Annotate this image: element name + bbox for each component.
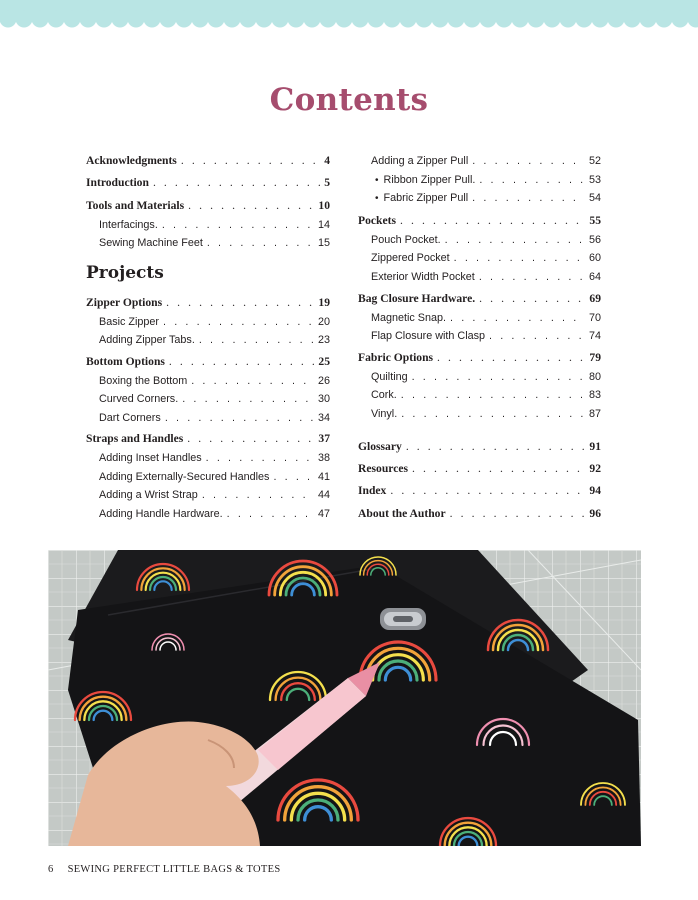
- toc-entry-basic-zipper[interactable]: Basic Zipper . . . 20: [99, 313, 330, 331]
- toc-entry-adding-zipper-tabs[interactable]: Adding Zipper Tabs. . . . 23: [99, 331, 330, 349]
- toc-entry-tools-and-materials[interactable]: Tools and Materials . . . 10: [86, 197, 330, 215]
- toc-entry-adding-handle-hardware[interactable]: Adding Handle Hardware. . . . 47: [99, 505, 330, 523]
- toc-entry-about-the-author[interactable]: About the Author . . . 96: [358, 505, 601, 523]
- bullet-icon: •: [375, 193, 379, 204]
- toc-entry-pockets[interactable]: Pockets . . . 55: [358, 212, 601, 230]
- toc-entry-bottom-options[interactable]: Bottom Options . . . 25: [86, 353, 330, 371]
- toc-entry-interfacings[interactable]: Interfacings. . . . 14: [99, 216, 330, 234]
- footer-book-title: SEWING PERFECT LITTLE BAGS & TOTES: [67, 864, 281, 875]
- toc-entry-curved-corners[interactable]: Curved Corners. . . . 30: [99, 390, 330, 408]
- scalloped-top-band: [0, 0, 698, 30]
- toc-entry-dart-corners[interactable]: Dart Corners . . . 34: [99, 409, 330, 427]
- toc-entry-adding-a-wrist-strap[interactable]: Adding a Wrist Strap . . . 44: [99, 486, 330, 504]
- toc-entry-exterior-width-pocket[interactable]: Exterior Width Pocket . . . 64: [371, 268, 601, 286]
- toc-entry-cork[interactable]: Cork. . . . 83: [371, 386, 601, 404]
- page-title: Contents: [269, 82, 429, 118]
- toc-entry-ribbon-zipper-pull[interactable]: • Ribbon Zipper Pull. . . . 53: [375, 171, 601, 189]
- toc-entry-zipper-options[interactable]: Zipper Options . . . 19: [86, 294, 330, 312]
- page-footer: [48, 864, 280, 875]
- toc-entry-adding-inset-handles[interactable]: Adding Inset Handles . . . 38: [99, 449, 330, 467]
- toc-entry-glossary[interactable]: Glossary . . . 91: [358, 438, 601, 456]
- toc-entry-magnetic-snap[interactable]: Magnetic Snap. . . . 70: [371, 309, 601, 327]
- toc-entry-straps-and-handles[interactable]: Straps and Handles . . . 37: [86, 430, 330, 448]
- toc-entry-boxing-the-bottom[interactable]: Boxing the Bottom . . . 26: [99, 372, 330, 390]
- toc-entry-adding-externally-secured-handles[interactable]: Adding Externally-Secured Handles . . . 41: [99, 468, 330, 486]
- toc-entry-fabric-zipper-pull[interactable]: • Fabric Zipper Pull . . . 54: [375, 189, 601, 207]
- toc-entry-fabric-options[interactable]: Fabric Options . . . 79: [358, 349, 601, 367]
- toc-entry-vinyl[interactable]: Vinyl. . . . 87: [371, 405, 601, 423]
- toc-entry-flap-closure-with-clasp[interactable]: Flap Closure with Clasp . . . 74: [371, 327, 601, 345]
- toc-entry-index[interactable]: Index . . . 94: [358, 482, 601, 500]
- bullet-icon: •: [375, 175, 379, 186]
- footer-page-number: 6: [48, 864, 54, 875]
- fabric-photo: [48, 550, 641, 846]
- toc-entry-introduction[interactable]: Introduction . . . 5: [86, 174, 330, 192]
- toc-entry-resources[interactable]: Resources . . . 92: [358, 460, 601, 478]
- toc-entry-zippered-pocket[interactable]: Zippered Pocket . . . 60: [371, 249, 601, 267]
- toc-entry-adding-a-zipper-pull[interactable]: Adding a Zipper Pull . . . 52: [371, 152, 601, 170]
- toc-entry-sewing-machine-feet[interactable]: Sewing Machine Feet . . . 15: [99, 234, 330, 252]
- toc-entry-quilting[interactable]: Quilting . . . 80: [371, 368, 601, 386]
- magnetic-snap-icon: [380, 608, 426, 630]
- projects-heading: Projects: [86, 263, 164, 283]
- toc-entry-acknowledgments[interactable]: Acknowledgments . . . 4: [86, 152, 330, 170]
- toc-entry-bag-closure-hardware[interactable]: Bag Closure Hardware. . . . 69: [358, 290, 601, 308]
- toc-entry-pouch-pocket[interactable]: Pouch Pocket. . . . 56: [371, 231, 601, 249]
